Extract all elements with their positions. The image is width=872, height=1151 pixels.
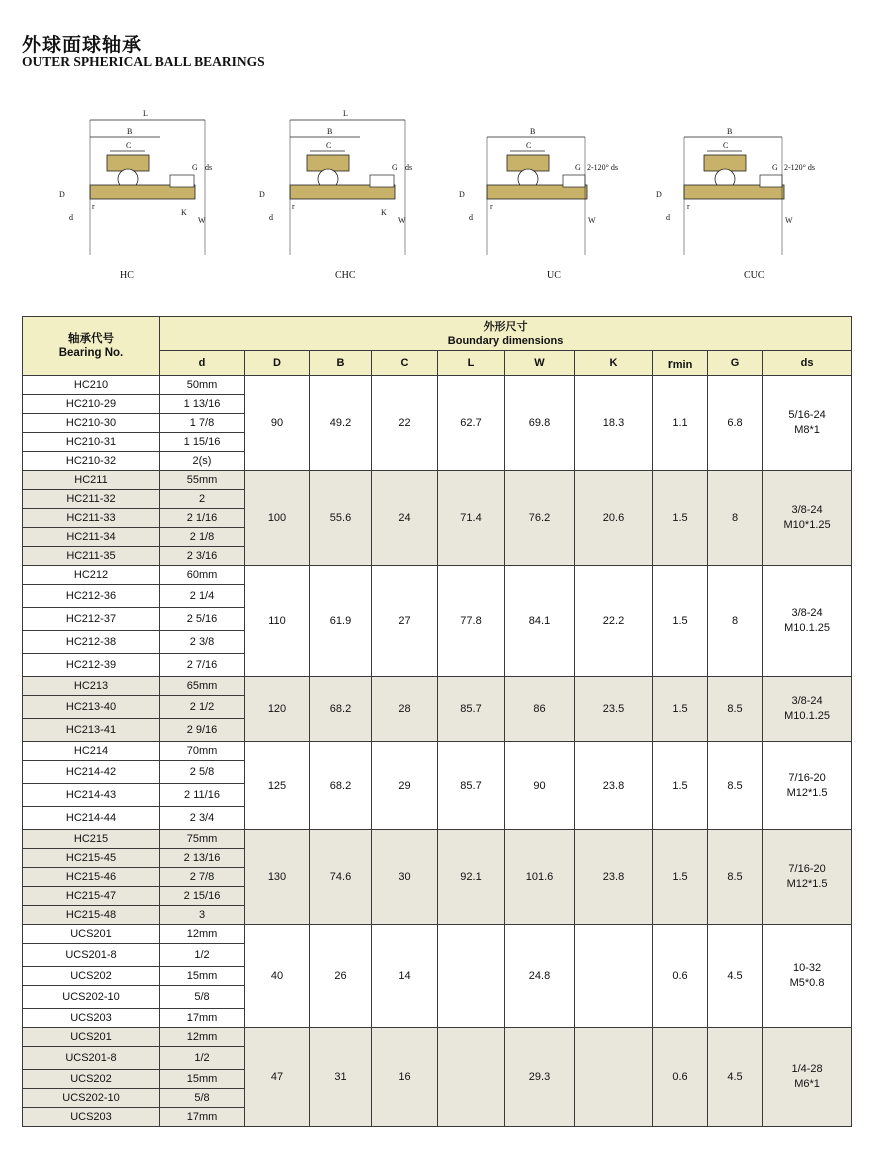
cell-bearing-no: UCS202 — [23, 967, 160, 986]
cell-bore-d: 1 7/8 — [160, 414, 245, 433]
cell-bore-d: 2 9/16 — [160, 719, 245, 742]
cell-ds-metric: M12*1.5 — [786, 878, 828, 890]
diagram-caption: UC — [547, 270, 561, 281]
cell-r: 0.6 — [653, 925, 708, 1028]
dim-label-w: W — [785, 216, 793, 225]
cell-bore-d: 5/8 — [160, 1089, 245, 1108]
cell-c: 28 — [372, 677, 438, 742]
cell-bore-d: 12mm — [160, 925, 245, 944]
cell-bore-d: 1 15/16 — [160, 433, 245, 452]
table-row — [23, 376, 852, 395]
dim-label-w: W — [198, 216, 206, 225]
cell-bearing-no: HC210-31 — [23, 433, 160, 452]
cell-r: 1.5 — [653, 471, 708, 566]
cell-ds — [763, 830, 852, 925]
diagram-chc — [255, 95, 425, 281]
cell-r: 1.5 — [653, 830, 708, 925]
cell-l — [438, 1028, 505, 1127]
cell-l: 71.4 — [438, 471, 505, 566]
dim-label-ds: 2-120° ds — [587, 163, 618, 172]
cell-c: 27 — [372, 566, 438, 677]
cell-d: 110 — [245, 566, 310, 677]
cell-r: 0.6 — [653, 1028, 708, 1127]
dim-label-r: r — [490, 202, 493, 211]
cell-l: 85.7 — [438, 742, 505, 830]
dim-label-ds: ds — [405, 163, 413, 172]
dim-label-r: r — [292, 202, 295, 211]
col-header-ds: ds — [763, 351, 852, 376]
diagram-cuc — [652, 95, 832, 281]
col-header-G: G — [708, 351, 763, 376]
cell-bearing-no: HC210-30 — [23, 414, 160, 433]
cell-r: 1.5 — [653, 677, 708, 742]
col-header-rmin — [653, 351, 708, 376]
cell-ds — [763, 1028, 852, 1127]
col-header-d: d — [160, 351, 245, 376]
dim-label-c: C — [126, 141, 132, 150]
dim-label-b: B — [530, 127, 536, 136]
cell-bore-d: 17mm — [160, 1108, 245, 1127]
col-header-min: min — [672, 358, 693, 371]
cell-bearing-no: UCS201-8 — [23, 944, 160, 967]
diagram-caption: CUC — [744, 270, 765, 281]
cell-ds — [763, 742, 852, 830]
cell-ds-inch: 1/4-28 — [791, 1063, 823, 1075]
cell-g: 4.5 — [708, 1028, 763, 1127]
cell-g: 8.5 — [708, 830, 763, 925]
cell-bearing-no: HC213 — [23, 677, 160, 696]
cell-ds-inch: 7/16-20 — [788, 771, 826, 784]
dim-label-d-outer: D — [259, 190, 265, 199]
cell-ds — [763, 376, 852, 471]
cell-k — [575, 925, 653, 1028]
cell-d: 125 — [245, 742, 310, 830]
dim-label-k: K — [181, 208, 187, 217]
cell-bearing-no: HC214-43 — [23, 784, 160, 807]
cell-d: 120 — [245, 677, 310, 742]
cell-bearing-no: HC213-40 — [23, 696, 160, 719]
cell-ds-metric: M6*1 — [794, 1078, 820, 1090]
dim-label-l: L — [143, 109, 148, 118]
cell-bore-d: 65mm — [160, 677, 245, 696]
cell-bearing-no: UCS203 — [23, 1009, 160, 1028]
cell-bearing-no: HC212-37 — [23, 608, 160, 631]
cell-bearing-no: HC215-48 — [23, 906, 160, 925]
cell-b: 55.6 — [310, 471, 372, 566]
dim-label-g: G — [772, 163, 778, 172]
cell-k: 23.8 — [575, 742, 653, 830]
header-boundary-dimensions — [160, 317, 852, 351]
cell-bore-d: 2 13/16 — [160, 849, 245, 868]
cell-bore-d: 50mm — [160, 376, 245, 395]
dim-label-ds: 2-120° ds — [784, 163, 815, 172]
cell-bearing-no: HC215-45 — [23, 849, 160, 868]
cell-bearing-no: HC211-34 — [23, 528, 160, 547]
dim-label-d-outer: D — [59, 190, 65, 199]
table-body — [23, 376, 852, 1127]
cell-d: 40 — [245, 925, 310, 1028]
table-row — [23, 677, 852, 696]
dim-label-g: G — [392, 163, 398, 172]
cell-g: 8 — [708, 471, 763, 566]
dim-label-d-inner: d — [69, 213, 73, 222]
cell-ds-inch: 5/16-24 — [788, 409, 826, 421]
dim-label-r: r — [92, 202, 95, 211]
cell-bearing-no: HC212 — [23, 566, 160, 585]
cell-bearing-no: HC215-46 — [23, 868, 160, 887]
dim-label-c: C — [526, 141, 532, 150]
bearing-diagrams — [0, 95, 872, 295]
dim-label-ds: ds — [205, 163, 213, 172]
cell-bearing-no: UCS202 — [23, 1070, 160, 1089]
diagram-caption: CHC — [335, 270, 356, 281]
cell-w: 90 — [505, 742, 575, 830]
cell-ds-inch: 10-32 — [792, 962, 822, 974]
cell-bearing-no: HC213-41 — [23, 719, 160, 742]
cell-bearing-no: HC212-38 — [23, 631, 160, 654]
cell-bearing-no: HC211-35 — [23, 547, 160, 566]
col-header-C: C — [372, 351, 438, 376]
cell-bearing-no: HC214-44 — [23, 807, 160, 830]
cell-ds — [763, 925, 852, 1028]
cell-b: 49.2 — [310, 376, 372, 471]
cell-bearing-no: UCS201-8 — [23, 1047, 160, 1070]
cell-bore-d: 3 — [160, 906, 245, 925]
cell-b: 68.2 — [310, 677, 372, 742]
cell-r: 1.1 — [653, 376, 708, 471]
cell-k: 22.2 — [575, 566, 653, 677]
cell-w: 86 — [505, 677, 575, 742]
cell-l: 62.7 — [438, 376, 505, 471]
cell-b: 68.2 — [310, 742, 372, 830]
cell-b: 31 — [310, 1028, 372, 1127]
dim-label-d-inner: d — [469, 213, 473, 222]
dim-label-d-inner: d — [269, 213, 273, 222]
cell-bore-d: 2 1/16 — [160, 509, 245, 528]
cell-bearing-no: UCS201 — [23, 1028, 160, 1047]
cell-bearing-no: HC211-32 — [23, 490, 160, 509]
cell-bore-d: 55mm — [160, 471, 245, 490]
cell-ds — [763, 471, 852, 566]
col-header-K: K — [575, 351, 653, 376]
cell-w: 76.2 — [505, 471, 575, 566]
cell-bearing-no: HC214 — [23, 742, 160, 761]
cell-c: 24 — [372, 471, 438, 566]
cell-bore-d: 1 13/16 — [160, 395, 245, 414]
cell-c: 22 — [372, 376, 438, 471]
cell-ds — [763, 677, 852, 742]
cell-c: 16 — [372, 1028, 438, 1127]
dim-label-b: B — [127, 127, 133, 136]
cell-d: 130 — [245, 830, 310, 925]
cell-l: 77.8 — [438, 566, 505, 677]
cell-d: 47 — [245, 1028, 310, 1127]
cell-g: 4.5 — [708, 925, 763, 1028]
col-header-D: D — [245, 351, 310, 376]
table-row — [23, 830, 852, 849]
cell-bore-d: 2 15/16 — [160, 887, 245, 906]
cell-ds-inch: 3/8-24 — [791, 607, 823, 619]
dim-label-k: K — [381, 208, 387, 217]
cell-r: 1.5 — [653, 566, 708, 677]
cell-k: 23.8 — [575, 830, 653, 925]
cell-d: 90 — [245, 376, 310, 471]
cell-c: 14 — [372, 925, 438, 1028]
table-row — [23, 742, 852, 761]
cell-bore-d: 2 5/16 — [160, 608, 245, 631]
cell-bore-d: 60mm — [160, 566, 245, 585]
cell-l — [438, 925, 505, 1028]
cell-k: 18.3 — [575, 376, 653, 471]
header-dims-cn: 外形尺寸 — [483, 320, 528, 333]
cell-k — [575, 1028, 653, 1127]
dim-label-g: G — [575, 163, 581, 172]
cell-b: 74.6 — [310, 830, 372, 925]
table-row — [23, 566, 852, 585]
cell-k: 20.6 — [575, 471, 653, 566]
cell-bore-d: 2 1/4 — [160, 585, 245, 608]
header-bearing-no — [23, 317, 160, 376]
cell-g: 8.5 — [708, 677, 763, 742]
cell-bore-d: 15mm — [160, 1070, 245, 1089]
cell-ds-inch: 3/8-24 — [791, 504, 823, 516]
bearing-spec-table — [22, 316, 852, 1127]
header-bearing-no-en: Bearing No. — [58, 347, 124, 359]
cell-bearing-no: UCS201 — [23, 925, 160, 944]
cell-bearing-no: HC211 — [23, 471, 160, 490]
cell-l: 85.7 — [438, 677, 505, 742]
cell-w: 24.8 — [505, 925, 575, 1028]
dim-label-w: W — [398, 216, 406, 225]
cell-bearing-no: HC215-47 — [23, 887, 160, 906]
cell-bearing-no: HC211-33 — [23, 509, 160, 528]
dim-label-d-inner: d — [666, 213, 670, 222]
cell-bearing-no: HC210-32 — [23, 452, 160, 471]
cell-b: 26 — [310, 925, 372, 1028]
dim-label-r: r — [687, 202, 690, 211]
cell-bore-d: 2 3/4 — [160, 807, 245, 830]
cell-bore-d: 2 7/8 — [160, 868, 245, 887]
diagram-caption: HC — [120, 270, 134, 281]
dim-label-w: W — [588, 216, 596, 225]
cell-bore-d: 2 3/16 — [160, 547, 245, 566]
cell-b: 61.9 — [310, 566, 372, 677]
dim-label-b: B — [727, 127, 733, 136]
dim-label-c: C — [326, 141, 332, 150]
cell-ds — [763, 566, 852, 677]
dim-label-b: B — [327, 127, 333, 136]
cell-bore-d: 17mm — [160, 1009, 245, 1028]
cell-bore-d: 5/8 — [160, 986, 245, 1009]
table-row — [23, 471, 852, 490]
cell-w: 84.1 — [505, 566, 575, 677]
cell-bearing-no: HC210-29 — [23, 395, 160, 414]
cell-ds-metric: M10.1.25 — [784, 710, 830, 722]
cell-bearing-no: HC212-36 — [23, 585, 160, 608]
cell-w: 101.6 — [505, 830, 575, 925]
col-header-W: W — [505, 351, 575, 376]
cell-ds-metric: M12*1.5 — [786, 786, 828, 799]
cell-bore-d: 70mm — [160, 742, 245, 761]
cell-bearing-no: UCS202-10 — [23, 986, 160, 1009]
header-dims-en: Boundary dimensions — [447, 334, 564, 347]
dim-label-d-outer: D — [656, 190, 662, 199]
cell-bore-d: 2 — [160, 490, 245, 509]
cell-bearing-no: UCS202-10 — [23, 1089, 160, 1108]
cell-bearing-no: HC215 — [23, 830, 160, 849]
col-header-L: L — [438, 351, 505, 376]
page-title-en: OUTER SPHERICAL BALL BEARINGS — [22, 54, 265, 69]
cell-bore-d: 2 11/16 — [160, 784, 245, 807]
cell-g: 8 — [708, 566, 763, 677]
diagram-uc — [455, 95, 635, 281]
col-header-B: B — [310, 351, 372, 376]
cell-bore-d: 12mm — [160, 1028, 245, 1047]
cell-ds-inch: 7/16-20 — [788, 863, 826, 875]
cell-c: 29 — [372, 742, 438, 830]
table-row — [23, 1028, 852, 1047]
cell-bore-d: 15mm — [160, 967, 245, 986]
cell-bore-d: 1/2 — [160, 1047, 245, 1070]
cell-bearing-no: UCS203 — [23, 1108, 160, 1127]
cell-w: 69.8 — [505, 376, 575, 471]
cell-ds-metric: M8*1 — [794, 424, 820, 436]
cell-bore-d: 2 3/8 — [160, 631, 245, 654]
cell-ds-inch: 3/8-24 — [791, 695, 823, 707]
dim-label-d-outer: D — [459, 190, 465, 199]
header-bearing-no-cn: 轴承代号 — [68, 333, 114, 345]
col-header-r: r — [667, 355, 673, 371]
cell-bearing-no: HC210 — [23, 376, 160, 395]
cell-ds-metric: M5*0.8 — [789, 977, 825, 989]
diagram-hc — [55, 95, 225, 281]
cell-ds-metric: M10*1.25 — [783, 519, 831, 531]
cell-l: 92.1 — [438, 830, 505, 925]
cell-bearing-no: HC214-42 — [23, 761, 160, 784]
cell-g: 6.8 — [708, 376, 763, 471]
cell-bore-d: 2 1/2 — [160, 696, 245, 719]
cell-d: 100 — [245, 471, 310, 566]
cell-k: 23.5 — [575, 677, 653, 742]
cell-c: 30 — [372, 830, 438, 925]
cell-bore-d: 1/2 — [160, 944, 245, 967]
page-title-cn: 外球面球轴承 — [22, 34, 143, 56]
dim-label-l: L — [343, 109, 348, 118]
cell-g: 8.5 — [708, 742, 763, 830]
cell-bore-d: 2 1/8 — [160, 528, 245, 547]
dim-label-g: G — [192, 163, 198, 172]
cell-r: 1.5 — [653, 742, 708, 830]
table-row — [23, 925, 852, 944]
cell-bore-d: 2 5/8 — [160, 761, 245, 784]
cell-bearing-no: HC212-39 — [23, 654, 160, 677]
cell-bore-d: 2 7/16 — [160, 654, 245, 677]
cell-bore-d: 75mm — [160, 830, 245, 849]
dim-label-c: C — [723, 141, 729, 150]
cell-ds-metric: M10.1.25 — [784, 622, 830, 634]
cell-w: 29.3 — [505, 1028, 575, 1127]
cell-bore-d: 2(s) — [160, 452, 245, 471]
